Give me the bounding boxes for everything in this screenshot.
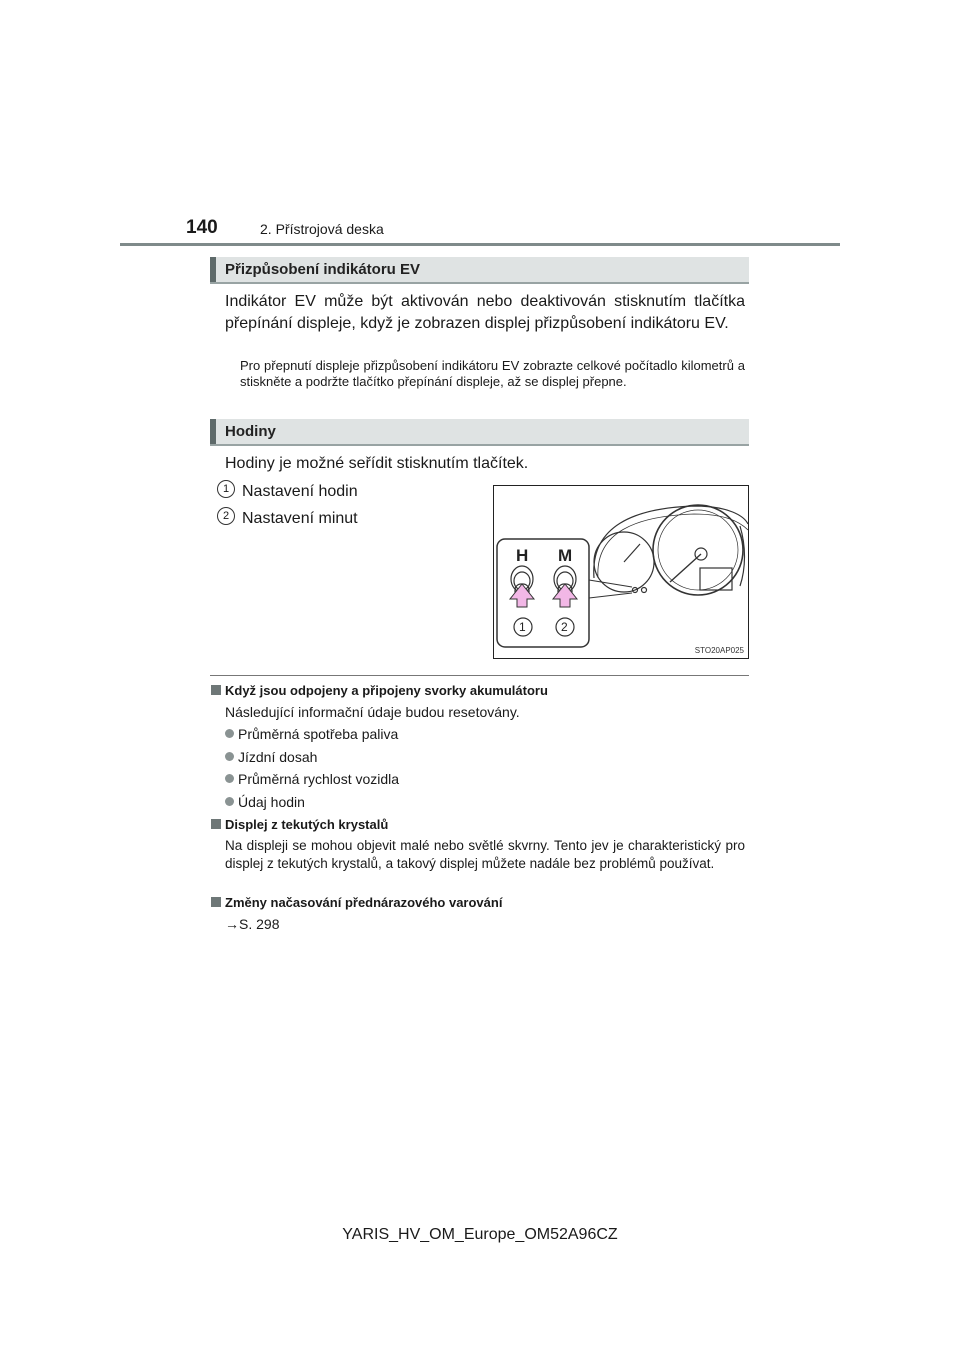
page-reference-link[interactable]: →S. 298 — [225, 916, 280, 932]
header-rule — [120, 243, 840, 246]
list-item: Údaj hodin — [225, 793, 305, 811]
chapter-title: 2. Přístrojová deska — [260, 221, 384, 237]
note-pcs-title: Změny načasování přednárazového varování — [225, 895, 503, 910]
note-pcs-heading — [211, 895, 502, 911]
note-lcd-title: Displej z tekutých krystalů — [225, 817, 389, 832]
circle-bullet-icon — [225, 729, 234, 738]
ev-note-text: Pro přepnutí displeje přizpůsobení indikátoru EV zobrazte celkové počítadlo kilometrů a stiskněte a podržte tlačítko přepínání displeje, až se displej přepne. — [240, 358, 745, 389]
step-label-1: Nastavení hodin — [242, 483, 358, 500]
note-lcd-text: Na displeji se mohou objevit malé nebo světlé skvrny. Tento jev je charakteristický pro displej z tekutých krystalů, a takový displej můžete nadále bez problémů používat. — [225, 838, 745, 871]
section-title-clock: Hodiny — [225, 423, 276, 440]
section-bar — [210, 419, 216, 444]
section-header-ev — [210, 257, 749, 284]
list-item: Průměrná spotřeba paliva — [225, 725, 398, 743]
callout-2: 2 — [561, 620, 568, 634]
list-item: Jízdní dosah — [225, 748, 317, 766]
step-number-1: 1 — [217, 480, 235, 498]
note-battery-title: Když jsou odpojeny a připojeny svorky akumulátoru — [225, 683, 548, 698]
list-item: Průměrná rychlost vozidla — [225, 770, 399, 788]
circle-bullet-icon — [225, 752, 234, 761]
document-code: YARIS_HV_OM_Europe_OM52A96CZ — [342, 1226, 618, 1243]
note-battery-text: Následující informační údaje budou resetovány. — [225, 704, 520, 720]
note-battery-heading — [211, 683, 548, 699]
square-bullet-icon — [211, 897, 221, 907]
circle-bullet-icon — [225, 774, 234, 783]
page-number: 140 — [186, 217, 218, 238]
m-button-label: M — [558, 546, 573, 565]
figure-code: STO20AP025 — [694, 646, 744, 655]
step-label-2: Nastavení minut — [242, 510, 358, 527]
section-divider — [210, 675, 749, 676]
section-title-ev: Přizpůsobení indikátoru EV — [225, 261, 421, 278]
h-button-label: H — [516, 546, 529, 565]
clock-lead-text: Hodiny je možné seřídit stisknutím tlačítek. — [225, 455, 529, 472]
callout-1: 1 — [519, 620, 526, 634]
section-header-clock — [210, 419, 749, 446]
step-number-2: 2 — [217, 507, 235, 525]
circle-bullet-icon — [225, 797, 234, 806]
section-bar — [210, 257, 216, 282]
instrument-cluster-figure — [493, 485, 749, 659]
square-bullet-icon — [211, 685, 221, 695]
note-lcd-heading — [211, 817, 388, 833]
cluster-illustration — [494, 486, 748, 658]
ev-lead-text: Indikátor EV může být aktivován nebo deaktivován stisknutím tlačítka přepínání displeje, když je zobrazen displej přizpůsobení indikátoru EV. — [225, 293, 745, 332]
square-bullet-icon — [211, 819, 221, 829]
